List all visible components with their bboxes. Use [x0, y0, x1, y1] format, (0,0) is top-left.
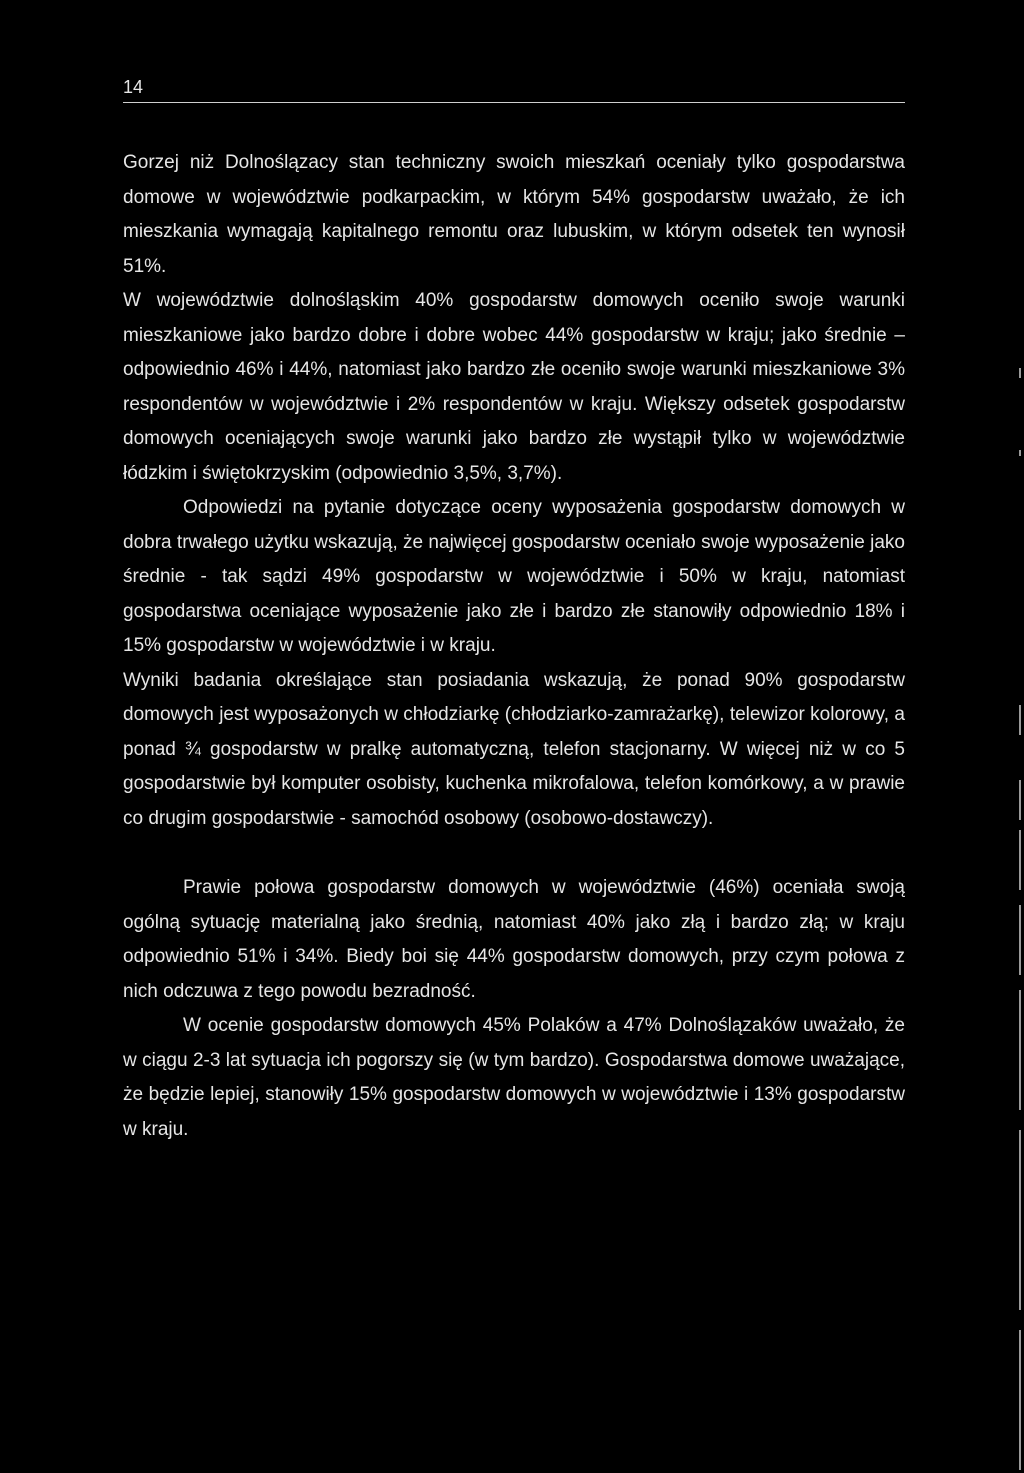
- paragraph-3: Odpowiedzi na pytanie dotyczące oceny wyposażenia gospodarstw domowych w dobra trwałego użytku wskazują, że najwięcej gospodarstw oceniało swoje wyposażenie jako średnie - tak sądzi 49% gospodarstw w województwie i 50% w kraju, natomiast gospodarstwa oceniające wyposażenie jako złe i bardzo złe stanowiły odpowiednio 18% i 15% gospodarstw w województwie i w kraju.: [123, 497, 905, 656]
- header-rule: [123, 102, 905, 103]
- paragraph-4: Wyniki badania określające stan posiadania wskazują, że ponad 90% gospodarstw domowych jest wyposażonych w chłodziarkę (chłodziarko-zamrażarkę), telewizor kolorowy, a ponad ¾ gospodarstw w pralkę automatyczną, telefon stacjonarny. W więcej niż w co 5 gospodarstwie był komputer osobisty, kuchenka mikrofalowa, telefon komórkowy, a w prawie co drugim gospodarstwie - samochód osobowy (osobowo-dostawczy).: [123, 669, 905, 829]
- paragraph-1: Gorzej niż Dolnoślązacy stan techniczny swoich mieszkań oceniały tylko gospodarstwa domowe w województwie podkarpackim, w którym 54% gospodarstw uważało, że ich mieszkania wymagają kapitalnego remontu oraz lubuskim, w którym odsetek ten wynosił 51%.: [123, 152, 905, 277]
- document-body: [123, 146, 905, 1147]
- page-number: 14: [123, 77, 144, 97]
- scan-edge-artifact: [1016, 0, 1024, 1473]
- paragraph-6: W ocenie gospodarstw domowych 45% Polaków a 47% Dolnoślązaków uważało, że w ciągu 2-3 lat sytuacja ich pogorszy się (w tym bardzo). Gospodarstwa domowe uważające, że będzie lepiej, stanowiły 15% gospodarstw domowych w województwie i 13% gospodarstw w kraju.: [123, 1015, 905, 1140]
- paragraph-2: W województwie dolnośląskim 40% gospodarstw domowych oceniło swoje warunki mieszkaniowe jako bardzo dobre i dobre wobec 44% gospodarstw w kraju; jako średnie – odpowiednio 46% i 44%, natomiast jako bardzo złe oceniło swoje warunki mieszkaniowe 3% respondentów w województwie i 2% respondentów w kraju. Większy odsetek gospodarstw domowych oceniających swoje warunki jako bardzo złe wystąpił tylko w województwie łódzkim i świętokrzyskim (odpowiednio 3,5%, 3,7%).: [123, 290, 905, 484]
- paragraph-5: Prawie połowa gospodarstw domowych w województwie (46%) oceniała swoją ogólną sytuację materialną jako średnią, natomiast 40% jako złą i bardzo złą; w kraju odpowiednio 51% i 34%. Biedy boi się 44% gospodarstw domowych, przy czym połowa z nich odczuwa z tego powodu bezradność.: [123, 877, 905, 1002]
